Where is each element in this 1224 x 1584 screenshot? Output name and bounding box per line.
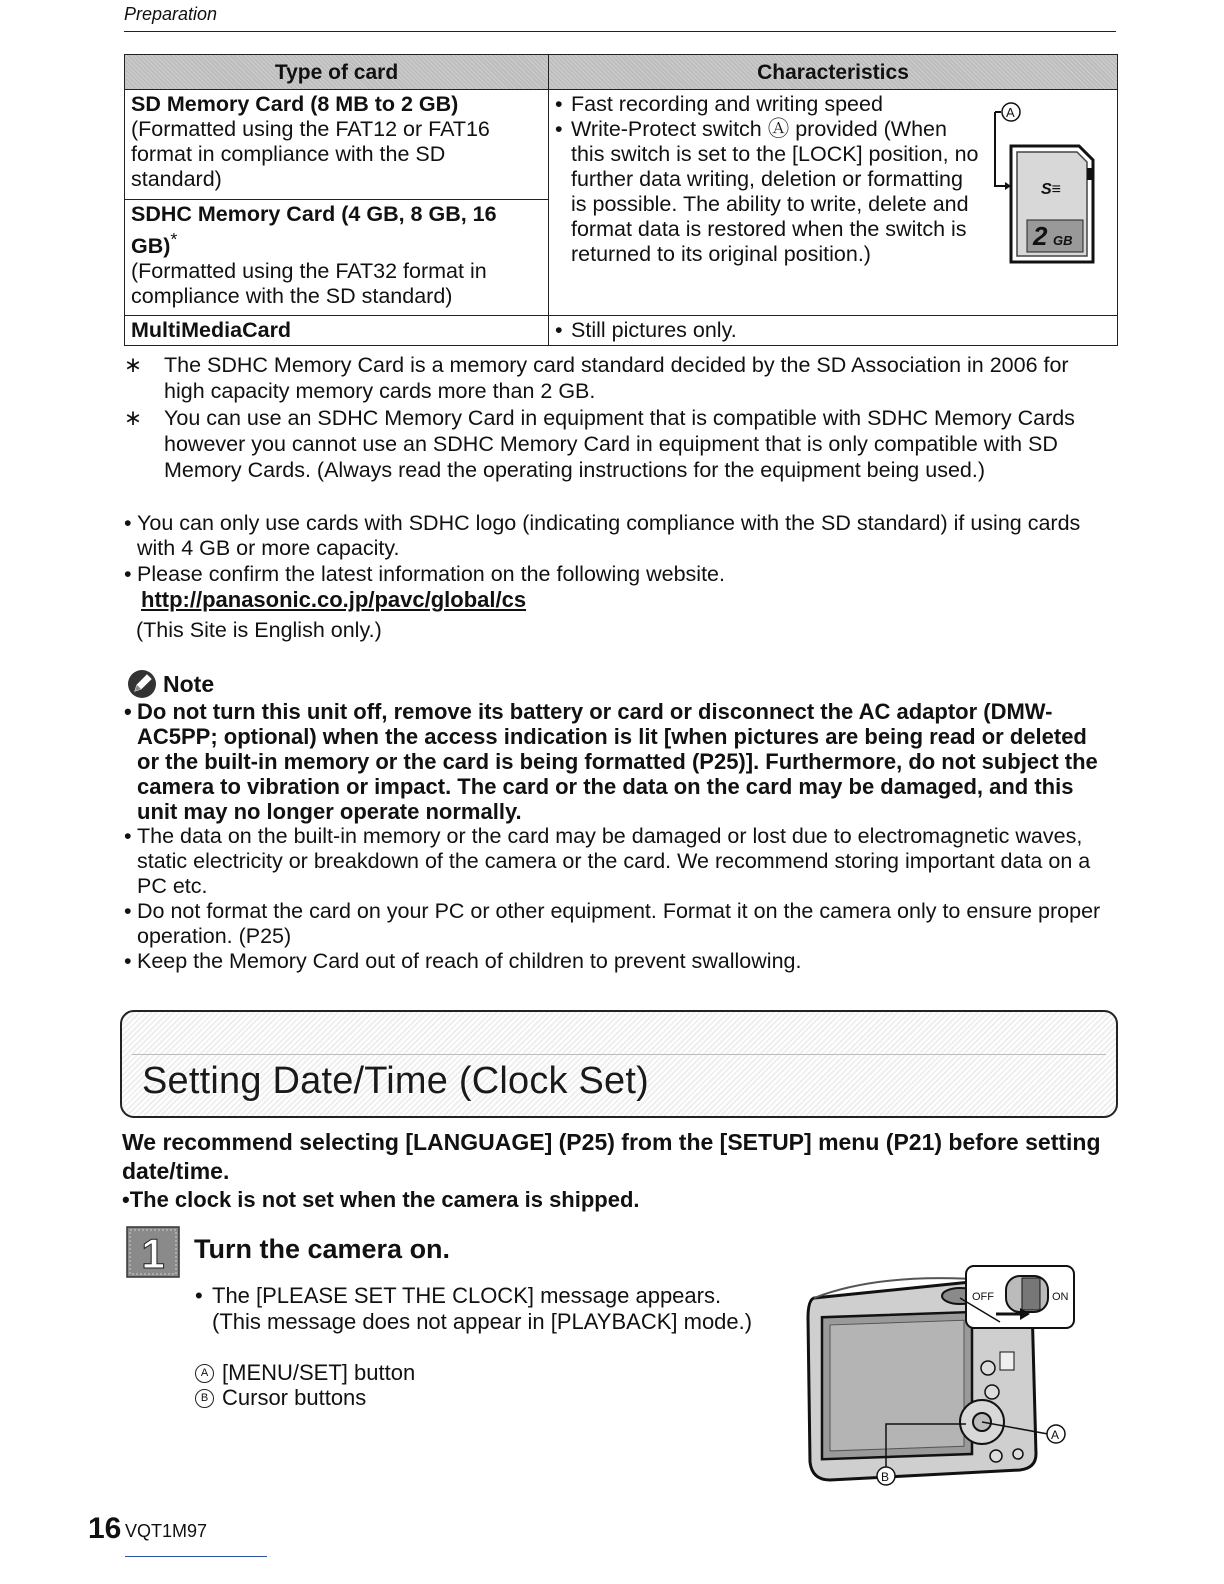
- switch-off-label: OFF: [972, 1291, 994, 1303]
- footnote: ∗ You can use an SDHC Memory Card in equipment that is compatible with SDHC Memory Cards however you cannot use an SDHC Memory Card in equipment that is only compatible with SD Memory Cards. (Always read the operating instructions for the equipment being used.): [124, 406, 1075, 482]
- marker-b-label: B: [881, 1470, 890, 1484]
- sd-card-desc: (Formatted using the FAT12 or FAT16 format in compliance with the SD standard): [131, 117, 490, 191]
- info-bullet: • You can only use cards with SDHC logo (indicating compliance with the SD standard) if using cards with 4 GB or more capacity.: [124, 511, 1081, 560]
- mmc-characteristics-cell: [549, 316, 1118, 346]
- step-bullet: • The [PLEASE SET THE CLOCK] message appears. (This message does not appear in [PLAYBACK] mode.): [195, 1283, 775, 1334]
- table-header-type: Type of card: [125, 55, 549, 90]
- website-link[interactable]: http://panasonic.co.jp/pavc/global/cs: [141, 587, 527, 612]
- write-protect-switch: [1087, 168, 1092, 180]
- section-label: Preparation: [124, 4, 218, 24]
- footer-rule: [125, 1556, 267, 1557]
- marker-a-label: A: [1006, 105, 1015, 120]
- section-title: Setting Date/Time (Clock Set): [142, 1060, 649, 1102]
- step-number-badge: [126, 1226, 180, 1278]
- sd-card-title: SD Memory Card (8 MB to 2 GB): [131, 92, 459, 116]
- step-number: 1: [141, 1230, 165, 1277]
- char-bullet: • Write-Protect switch Ⓐ provided (When this switch is set to the [LOCK] position, no further data writing, deletion or formatting is possible. The ability to write, delete and format data is restored when the switch is returned to its original position.): [555, 117, 980, 267]
- info-bullet: • Please confirm the latest information on the following website.: [124, 562, 725, 586]
- note-warning-bullet: • Do not turn this unit off, remove its battery or card or disconnect the AC adaptor (DMW-AC5PP; optional) when the access indication is lit [when pictures are being read or deleted or the built-in memory or the card is being formatted (P25)]. Furthermore, do not subject the camera to vibration or impact. The card or the data on the card may be damaged, and this unit may no longer operate normally.: [124, 699, 1098, 824]
- char-bullet: • Still pictures only.: [555, 318, 1111, 343]
- footnote: ∗ The SDHC Memory Card is a memory card standard decided by the SD Association in 2006 for high capacity memory cards more than 2 GB.: [124, 353, 1069, 403]
- card-capacity-unit: GB: [1053, 233, 1073, 248]
- switch-on-label: ON: [1052, 1291, 1069, 1303]
- page-number: 16: [88, 1512, 122, 1545]
- step-bullets: [195, 1283, 775, 1334]
- card-type-table: [124, 54, 1118, 346]
- sd-logo-text: S≡: [1041, 181, 1062, 198]
- note-heading: Note: [126, 668, 214, 700]
- card-capacity-number: 2: [1033, 221, 1048, 251]
- clock-note: •The clock is not set when the camera is shipped.: [122, 1187, 640, 1212]
- marker-a-label: A: [1051, 1428, 1060, 1442]
- sd-card-cell: [125, 90, 549, 200]
- recommend-text: We recommend selecting [LANGUAGE] (P25) from the [SETUP] menu (P21) before setting date/time.: [122, 1129, 1101, 1184]
- section-heading-box: [120, 1010, 1118, 1118]
- note-bullet: • Keep the Memory Card out of reach of children to prevent swallowing.: [124, 949, 802, 973]
- note-bullet: • The data on the built-in memory or the card may be damaged or lost due to electromagnetic waves, static electricity or breakdown of the camera or the card. We recommend storing important data on a PC etc.: [124, 824, 1091, 898]
- header-rule: [124, 31, 1116, 32]
- document-code: VQT1M97: [125, 1521, 208, 1541]
- site-note: (This Site is English only.): [136, 618, 382, 642]
- table-header-characteristics: Characteristics: [549, 55, 1118, 90]
- sd-characteristics-cell: [549, 90, 1118, 316]
- sdhc-card-title: SDHC Memory Card (4 GB, 8 GB, 16 GB)*: [131, 202, 497, 259]
- legend-item-a: A [MENU/SET] button: [195, 1360, 415, 1386]
- camera-illustration: [800, 1258, 1090, 1490]
- mmc-title: MultiMediaCard: [125, 316, 549, 346]
- note-bullet: • Do not format the card on your PC or other equipment. Format it on the camera only to ensure proper operation. (P25): [124, 899, 1101, 948]
- sdhc-card-desc: (Formatted using the FAT32 format in compliance with the SD standard): [131, 259, 487, 309]
- char-bullet: • Fast recording and writing speed: [555, 92, 980, 117]
- legend-item-b: B Cursor buttons: [195, 1385, 366, 1411]
- sd-card-image: [989, 102, 1109, 272]
- sdhc-card-cell: [125, 200, 549, 316]
- pencil-note-icon: [126, 668, 160, 700]
- step-title: Turn the camera on.: [194, 1234, 451, 1264]
